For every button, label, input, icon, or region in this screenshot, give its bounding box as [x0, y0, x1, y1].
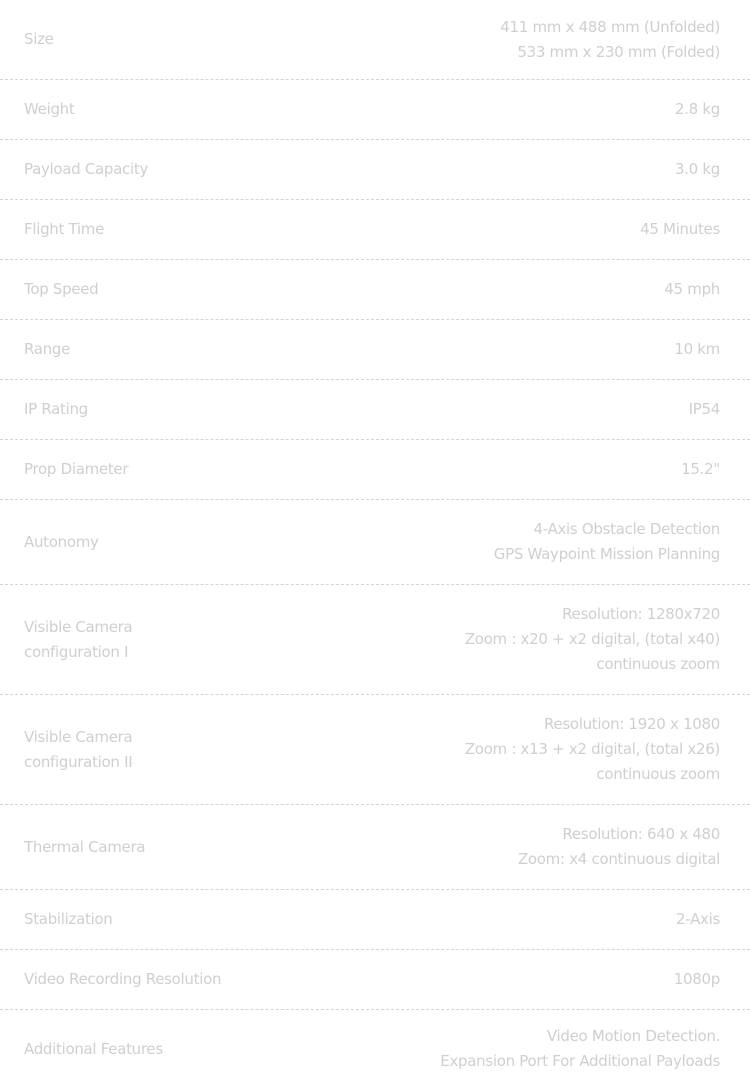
spec-row-autonomy [0, 500, 750, 585]
spec-value [674, 337, 720, 362]
spec-label-line: Weight [24, 100, 75, 118]
spec-value-line: Expansion Port For Additional Payloads [440, 1052, 720, 1070]
spec-value [518, 822, 720, 872]
spec-value [676, 907, 720, 932]
spec-row-prop-diameter [0, 440, 750, 500]
spec-row-size [0, 0, 750, 80]
spec-label-line: Top Speed [24, 280, 99, 298]
spec-value-line: 3.0 kg [674, 160, 720, 178]
spec-label-line: Payload Capacity [24, 160, 149, 178]
spec-label [24, 1037, 163, 1062]
spec-value-line: 411 mm x 488 mm (Unfolded) [500, 17, 720, 36]
spec-label-line: Visible Camera [24, 617, 133, 636]
spec-value [440, 1024, 720, 1074]
spec-value-line: 45 mph [664, 280, 720, 298]
spec-label-line: Range [24, 340, 71, 358]
spec-label-line: configuration I [24, 642, 129, 661]
spec-label [24, 157, 148, 182]
spec-value-line: 10 km [674, 340, 720, 358]
spec-label [24, 967, 221, 992]
spec-label-line: Additional Features [24, 1039, 163, 1058]
spec-label-line: IP Rating [24, 400, 88, 418]
spec-label [24, 725, 132, 775]
spec-row-video-recording-resolution [0, 950, 750, 1010]
spec-label [24, 337, 70, 362]
spec-value-line: continuous zoom [596, 765, 720, 783]
spec-label [24, 907, 113, 932]
spec-value-line: 533 mm x 230 mm (Folded) [517, 42, 720, 61]
spec-label [24, 530, 99, 555]
spec-value [465, 712, 720, 787]
spec-row-weight [0, 80, 750, 140]
spec-value [500, 15, 720, 65]
spec-label-line: Prop Diameter [24, 460, 129, 478]
spec-row-thermal-camera [0, 805, 750, 890]
spec-value [689, 397, 720, 422]
spec-label [24, 27, 54, 52]
spec-label [24, 835, 145, 860]
spec-value-line: Resolution: 640 x 480 [562, 825, 720, 843]
spec-value-line: 15.2" [681, 460, 720, 478]
spec-label-line: Thermal Camera [24, 837, 146, 856]
spec-value [640, 217, 720, 242]
spec-value [674, 967, 720, 992]
spec-row-visible-camera-2 [0, 695, 750, 805]
spec-label-line: Visible Camera [24, 727, 133, 746]
spec-label-line: Size [24, 30, 54, 48]
spec-value [465, 602, 720, 677]
spec-value [675, 157, 720, 182]
spec-value-line: 1080p [673, 970, 720, 988]
spec-value-line: Resolution: 1280x720 [562, 605, 720, 623]
spec-value-line: 45 Minutes [640, 220, 720, 238]
spec-value-line: 4-Axis Obstacle Detection [533, 520, 720, 538]
spec-value-line: 2.8 kg [674, 100, 720, 118]
spec-label-line: Autonomy [24, 532, 99, 551]
spec-value-line: Video Motion Detection. [546, 1027, 720, 1045]
spec-row-payload-capacity [0, 140, 750, 200]
spec-value [494, 517, 720, 567]
spec-label [24, 277, 98, 302]
spec-value-line: Resolution: 1920 x 1080 [543, 715, 720, 733]
spec-row-visible-camera-1 [0, 585, 750, 695]
spec-label-line: configuration II [24, 752, 133, 771]
spec-label [24, 397, 88, 422]
spec-row-top-speed [0, 260, 750, 320]
spec-value-line: GPS Waypoint Mission Planning [493, 545, 720, 563]
spec-value [681, 457, 720, 482]
spec-value-line: Zoom: x4 continuous digital [517, 850, 720, 868]
spec-value-line: continuous zoom [596, 655, 720, 673]
spec-row-ip-rating [0, 380, 750, 440]
spec-value-line: Zoom : x13 + x2 digital, (total x26) [464, 740, 720, 758]
spec-row-stabilization [0, 890, 750, 950]
spec-value [664, 277, 720, 302]
spec-row-range [0, 320, 750, 380]
spec-label [24, 217, 104, 242]
spec-row-additional-features [0, 1010, 750, 1088]
spec-row-flight-time [0, 200, 750, 260]
spec-value-line: IP54 [688, 400, 720, 418]
spec-label [24, 97, 74, 122]
spec-label [24, 615, 132, 665]
spec-value [675, 97, 720, 122]
spec-label [24, 457, 128, 482]
spec-value-line: 2-Axis [676, 910, 720, 928]
spec-label-line: Video Recording Resolution [24, 970, 222, 988]
spec-value-line: Zoom : x20 + x2 digital, (total x40) [464, 630, 720, 648]
spec-label-line: Stabilization [24, 910, 113, 928]
spec-label-line: Flight Time [24, 220, 105, 238]
